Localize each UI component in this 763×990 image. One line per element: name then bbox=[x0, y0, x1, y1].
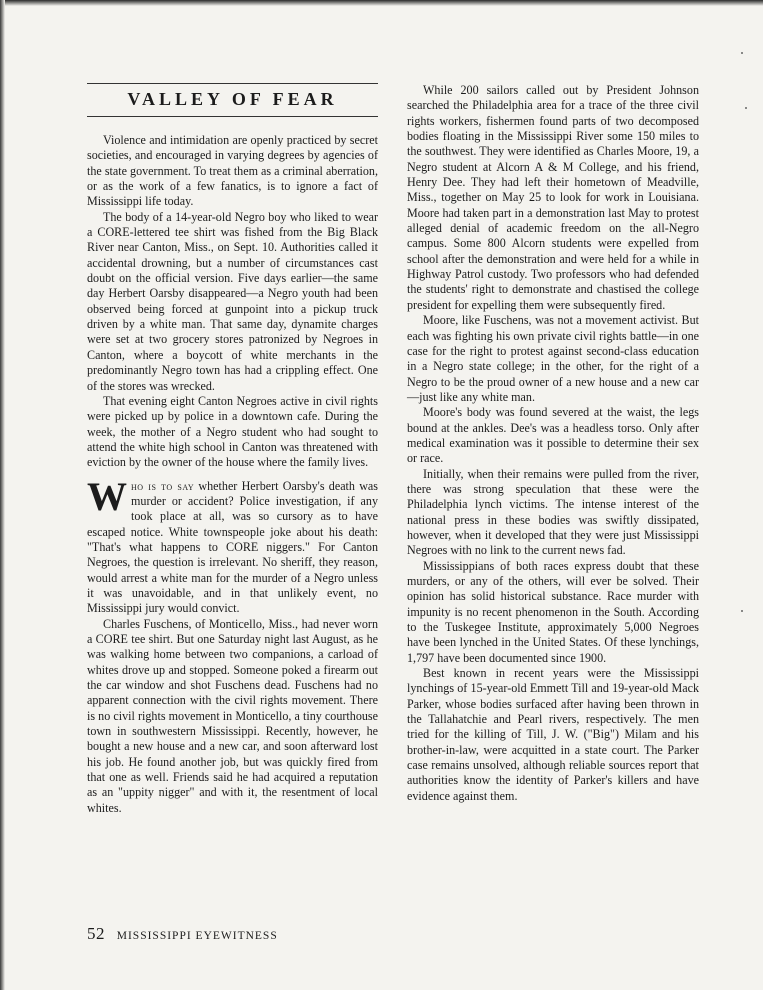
title-rule-top bbox=[87, 83, 378, 84]
paragraph: Violence and intimidation are openly practiced by secret societies, and encouraged in varying degrees by agencies of the state government. To treat them as a criminal aberration, or as the work of a few fanatics, is to ignore a fact of Mississippi life today. bbox=[87, 133, 378, 209]
drop-cap: W bbox=[87, 473, 127, 519]
scan-edge-top bbox=[0, 0, 763, 6]
paragraph: The body of a 14-year-old Negro boy who liked to wear a CORE-lettered tee shirt was fished from the Big Black River near Canton, Miss., on Sept. 10. Authorities called it accidental drowning, but a number of circumstances cast doubt on the official version. Five days earlier—the same day Herbert Oarsby disappeared—a Negro youth had been observed being forced at gunpoint into a pickup truck driven by a white man. That same day, dynamite charges were set at two grocery stores patronized by Negroes in Canton, where a boycott of white merchants in the predominantly Negro town has had a crippling effect. One of the stores was wrecked. bbox=[87, 209, 378, 393]
paragraph: That evening eight Canton Negroes active in civil rights were picked up by police in a downtown cafe. During the week, the mother of a Negro student who had sought to attend the white high school in Canton was threatened with eviction by the owner of the house where the family lives. bbox=[87, 393, 378, 470]
article-title: VALLEY OF FEAR bbox=[127, 89, 338, 109]
scan-speck bbox=[741, 52, 743, 54]
paragraph: Best known in recent years were the Mississippi lynchings of 15-year-old Emmett Till and 19-year-old Mack Parker, whose bodies surfaced after having been thrown in the Tallahatchie and Pearl rivers, respectively. The men tried for the killing of Till, J. W. ("Big") Milam and his brother-in-law, were acquitted in a state court. The Parker case remains unsolved, although reliable sources report that authorities know the identity of Parker's killers and have evidence against them. bbox=[407, 666, 699, 803]
paragraph: While 200 sailors called out by President Johnson searched the Philadelphia area for a trace of the three civil rights workers, fishermen found parts of two decomposed bodies floating in the Mississippi River some 150 miles to the southwest. They were identified as Charles Moore, 19, a Negro student at Alcorn A & M College, and his friend, Henry Dee. They had left their hometown of Meadville, Miss., together on May 25 to look for work in Louisiana. Moore had taken part in a demonstration last May to protest alleged denial of academic freedom on the all-Negro campus. Some 800 Alcorn students were expelled from school after the demonstration and were held for a while in Highway Patrol custody. Two professors who had defended the students' right to demonstrate and chastised the college president for expelling them were subsequently fired. bbox=[407, 83, 699, 312]
small-caps-lead: ho is to say bbox=[131, 478, 195, 493]
paragraph-text: whether Herbert Oarsby's death was murder or accident? Police investigation, if any took place at all, was so cursory as to have escaped notice. White townspeople joke about his death: "That's what happens to CORE niggers." For Canton Negroes, the question is irrelevant. No sheriff, they reason, would arrest a white man for the murder of a Negro unless it was unavoidable, and in that unlikely event, no Mississippi jury would convict. bbox=[87, 478, 379, 616]
scan-edge-left bbox=[0, 0, 5, 990]
left-column bbox=[87, 83, 378, 816]
scan-speck bbox=[741, 610, 743, 612]
page-footer bbox=[87, 924, 278, 944]
drop-cap-paragraph bbox=[87, 473, 379, 617]
right-column bbox=[407, 83, 699, 804]
paragraph: Mississippians of both races express doubt that these murders, or any of the others, will ever be solved. Their opinion has solid historical substance. Race murder with impunity is no recent phenomenon in the South. According to the Tuskegee Institute, approximately 5,000 Negroes have been lynched in the United States. Of these lynchings, 1,797 have been documented since 1900. bbox=[407, 558, 699, 665]
title-rule-bottom bbox=[87, 116, 378, 117]
scan-speck bbox=[745, 107, 747, 109]
running-head: MISSISSIPPI EYEWITNESS bbox=[116, 930, 278, 942]
paragraph: Charles Fuschens, of Monticello, Miss., had never worn a CORE tee shirt. But one Saturday night last August, as he was walking home between two companions, a carload of whites drove up and stopped. Someone poked a firearm out the car window and shot Fuschens dead. Fuschens had no apparent connection with the civil rights movement. There is no civil rights movement in Monticello, a tiny courthouse town in southwestern Mississippi. Recently, however, he bought a new house and a new car, and soon afterward lost his job. He found another job, but was quickly fired from that one as well. Friends said he had acquired a reputation as an "uppity nigger" and with it, the resentment of local whites. bbox=[87, 616, 378, 815]
paragraph: Moore, like Fuschens, was not a movement activist. But each was fighting his own private civil rights battle—in one case for the right to protest against second-class education in a Negro state college; in the other, for the right of a Negro to be the proud owner of a new house and a new car—just like any white man. bbox=[407, 313, 699, 404]
paragraph: Moore's body was found severed at the waist, the legs bound at the ankles. Dee's was a headless torso. Only after medical examination was it possible to determine their sex or race. bbox=[407, 405, 699, 466]
paragraph: Initially, when their remains were pulled from the river, there was strong speculation that these were the Philadelphia lynch victims. The intense interest of the national press in these bodies was swiftly dissipated, however, when it developed that they were just Mississippi Negroes with no link to the current news fad. bbox=[407, 466, 699, 558]
page-number: 52 bbox=[87, 924, 105, 943]
